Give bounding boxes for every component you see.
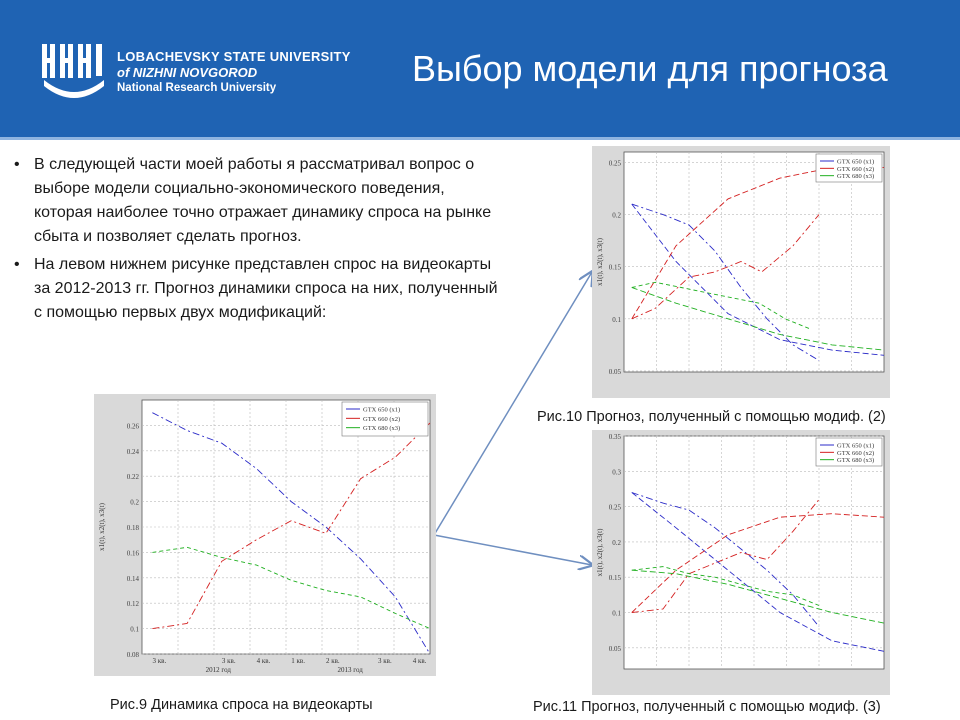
y-tick-label: 0.08 (126, 651, 139, 659)
y-axis-label: x1(t), x2(t), x3(t) (596, 238, 604, 286)
arrow-to-fig10 (434, 272, 592, 535)
y-tick-label: 0.2 (612, 538, 621, 547)
legend-entry: GTX 680 (x3) (363, 425, 401, 433)
legend-entry: GTX 660 (x2) (837, 165, 875, 173)
y-tick-label: 0.24 (126, 447, 139, 456)
legend-entry: GTX 650 (x1) (837, 158, 875, 166)
bullet-text: На левом нижнем рисунке представлен спрос на видеокарты за 2012-2013 гг. Прогноз динамики спроса на них, полученный с помощью первых двух модификаций: (34, 256, 498, 321)
x-tick-label: 4 кв. (256, 657, 271, 665)
chart-fig10 (592, 146, 890, 398)
y-tick-label: 0.26 (126, 422, 139, 431)
y-axis-label: x1(t), x2(t), x3(t) (98, 503, 106, 551)
chart-fig9 (94, 394, 436, 676)
y-tick-label: 0.2 (612, 211, 621, 220)
legend-entry: GTX 680 (x3) (837, 173, 875, 181)
x-group-label: 2012 год (205, 666, 231, 674)
legend-entry: GTX 680 (x3) (837, 457, 875, 465)
x-tick-label: 4 кв. (412, 657, 427, 665)
y-tick-label: 0.18 (126, 524, 139, 532)
y-tick-label: 0.14 (126, 574, 139, 583)
y-tick-label: 0.1 (612, 315, 621, 324)
slide-title: Выбор модели для прогноза (412, 48, 888, 89)
y-tick-label: 0.1 (612, 609, 621, 618)
university-name-line1: LOBACHEVSKY STATE UNIVERSITY (117, 49, 351, 64)
x-group-label: 2013 год (337, 666, 363, 674)
y-tick-label: 0.22 (126, 473, 139, 482)
legend-entry: GTX 650 (x1) (837, 442, 875, 450)
chart-fig11 (592, 430, 890, 695)
y-tick-label: 0.12 (126, 600, 139, 609)
legend-entry: GTX 660 (x2) (363, 415, 401, 423)
y-tick-label: 0.1 (130, 625, 139, 634)
caption-fig9: Рис.9 Динамика спроса на видеокарты (110, 697, 373, 713)
x-tick-label: 3 кв. (221, 657, 236, 665)
y-tick-label: 0.15 (608, 574, 621, 583)
y-tick-label: 0.25 (608, 503, 621, 512)
y-tick-label: 0.35 (608, 433, 621, 441)
caption-fig10: Рис.10 Прогноз, полученный с помощью модиф. (2) (537, 409, 886, 425)
y-tick-label: 0.2 (130, 498, 139, 507)
university-name-line3: National Research University (117, 82, 277, 94)
y-tick-label: 0.05 (608, 367, 621, 376)
bullet-dot-icon: • (14, 156, 20, 173)
y-axis-label: x1(t), x2(t), x3(t) (596, 528, 604, 577)
legend-entry: GTX 660 (x2) (837, 449, 875, 457)
arrow-to-fig11 (434, 535, 592, 565)
bullet-dot-icon: • (14, 256, 20, 273)
y-tick-label: 0.05 (608, 644, 621, 653)
x-tick-label: 3 кв. (152, 657, 167, 665)
y-tick-label: 0.25 (608, 159, 621, 168)
x-tick-label: 2 кв. (325, 657, 340, 665)
caption-fig11: Рис.11 Прогноз, полученный с помощью модиф. (3) (533, 699, 881, 715)
y-tick-label: 0.15 (608, 263, 621, 272)
bullet-text: В следующей части моей работы я рассматривал вопрос о выборе модели социально-экономического поведения, которая наиболее точно отражает динамику спроса на рынке сбыта и позволяет сделать прогноз. (34, 156, 492, 245)
y-tick-label: 0.3 (612, 468, 621, 477)
university-name-line2: of NIZHNI NOVGOROD (117, 65, 258, 80)
x-tick-label: 3 кв. (378, 657, 392, 665)
legend-entry: GTX 650 (x1) (363, 406, 401, 414)
x-tick-label: 1 кв. (291, 657, 306, 665)
y-tick-label: 0.16 (126, 549, 139, 558)
